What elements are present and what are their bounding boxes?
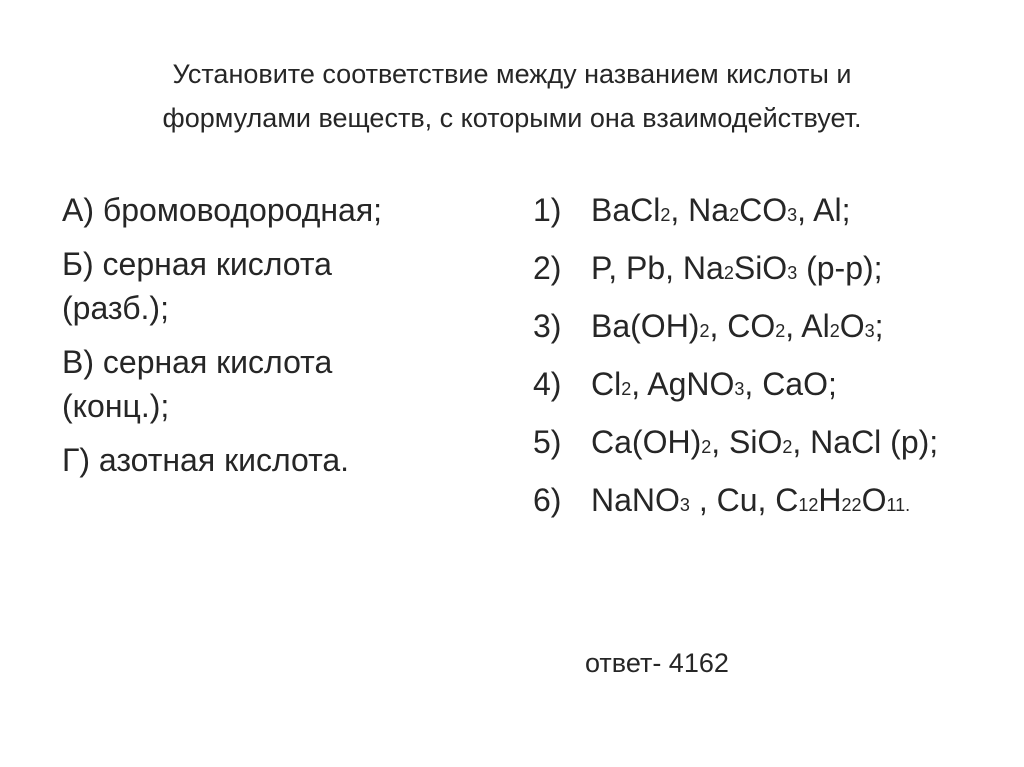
answer-text: ответ- 4162 [585, 648, 729, 678]
formula-index: 12 [798, 495, 819, 515]
formula-index: 3 [734, 379, 745, 399]
acid-item-a [62, 188, 462, 232]
reagent-formula [591, 362, 837, 411]
reagent-number: 5) [533, 424, 562, 460]
reagent-formula [591, 188, 850, 237]
acid-item-text: (разб.); [62, 290, 169, 326]
formula-text: NaNO [591, 482, 680, 518]
formula-text: CO [739, 192, 788, 228]
reagent-number: 6) [533, 482, 562, 518]
formula-text: O [861, 482, 887, 518]
acid-item-b [62, 242, 462, 330]
reagent-formula [591, 304, 884, 353]
formula-index: 2 [699, 321, 710, 341]
formula-text: , CO [709, 308, 776, 344]
reagent-number: 4) [533, 366, 562, 402]
reagent-item-3 [533, 304, 1003, 348]
formula-text: (р-р); [797, 250, 883, 286]
acid-item-text: Б) серная кислота [62, 246, 332, 282]
acid-item-text: Г) азотная кислота. [62, 442, 350, 478]
formula-index: 2 [621, 379, 632, 399]
formula-index: 2 [829, 321, 840, 341]
formula-index: 2 [723, 263, 734, 283]
reagent-number: 3) [533, 308, 562, 344]
reagent-formula [591, 420, 938, 469]
formula-index: 2 [782, 437, 793, 457]
formula-text: , AgNO [631, 366, 735, 402]
formula-text: BaCl [591, 192, 661, 228]
formula-index: 3 [787, 205, 798, 225]
reagent-item-5 [533, 420, 1003, 464]
acid-item-v [62, 340, 462, 428]
reagent-item-4 [533, 362, 1003, 406]
formula-text: P, Pb, Na [591, 250, 724, 286]
formula-text: Cl [591, 366, 622, 402]
reagent-list [533, 188, 1003, 536]
formula-text: , Al; [797, 192, 851, 228]
reagent-item-1 [533, 188, 1003, 232]
acid-item-text: (конц.); [62, 388, 170, 424]
reagent-formula [591, 478, 910, 527]
reagent-item-2 [533, 246, 1003, 290]
formula-text: SiO [733, 250, 788, 286]
formula-text: , Na [670, 192, 730, 228]
formula-text: , SiO [711, 424, 783, 460]
formula-text: , NaCl (р); [792, 424, 939, 460]
acid-item-text: А) бромоводородная; [62, 192, 383, 228]
formula-text: , CaO; [744, 366, 837, 402]
reagent-number: 1) [533, 192, 562, 228]
formula-text: O [839, 308, 865, 344]
title-line-1: Установите соответствие между названием кислоты и [172, 59, 852, 89]
formula-text: , Cu, C [689, 482, 799, 518]
acid-list [62, 188, 462, 492]
formula-index: 2 [701, 437, 712, 457]
reagent-formula [591, 246, 883, 295]
title-line-2: формулами веществ, с которыми она взаимодействует. [162, 103, 862, 133]
formula-text: Ba(OH) [591, 308, 700, 344]
acid-item-text: В) серная кислота [62, 344, 333, 380]
formula-text: H [818, 482, 842, 518]
reagent-number: 2) [533, 250, 562, 286]
formula-index: 22 [841, 495, 862, 515]
formula-index: 3 [787, 263, 798, 283]
formula-index: 11. [886, 495, 911, 515]
formula-index: 2 [729, 205, 740, 225]
formula-index: 2 [775, 321, 786, 341]
formula-index: 3 [864, 321, 875, 341]
reagent-item-6 [533, 478, 1003, 522]
formula-text: Ca(OH) [591, 424, 702, 460]
formula-index: 2 [660, 205, 671, 225]
slide-title [60, 52, 964, 140]
formula-text: ; [874, 308, 884, 344]
acid-item-g [62, 438, 462, 482]
formula-text: , Al [785, 308, 830, 344]
formula-index: 3 [679, 495, 690, 515]
